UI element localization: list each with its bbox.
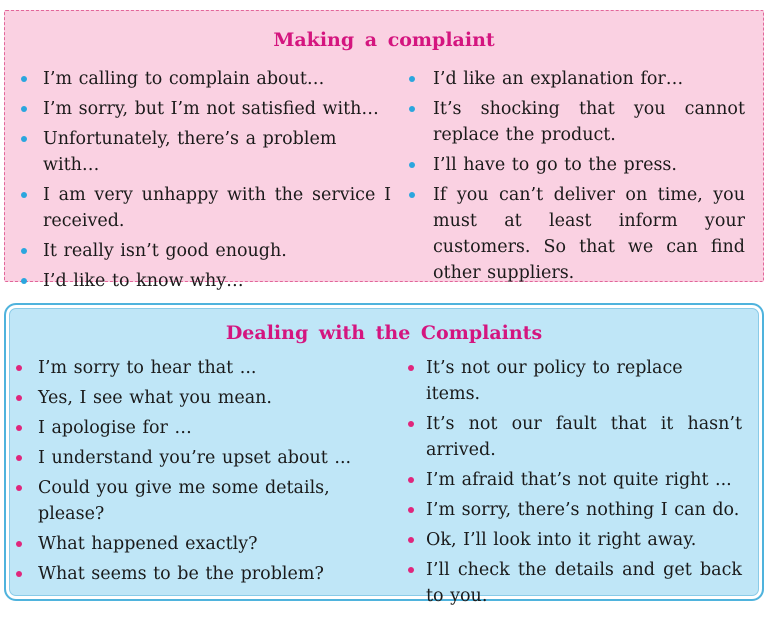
bullet-icon xyxy=(409,76,415,82)
dealing-complaints-title: Dealing with the Complaints xyxy=(225,322,543,344)
bullet-icon xyxy=(16,425,22,431)
list-item: Yes, I see what you mean. xyxy=(16,385,400,411)
list-item: I am very unhappy with the service I received. xyxy=(21,182,391,234)
dealing-complaints-right-list xyxy=(408,355,742,613)
bullet-icon xyxy=(21,248,27,254)
list-item: I understand you’re upset about ... xyxy=(16,445,400,471)
bullet-icon xyxy=(408,537,414,543)
dealing-complaints-panel xyxy=(4,303,764,606)
bullet-icon xyxy=(16,541,22,547)
bullet-icon xyxy=(408,507,414,513)
bullet-icon xyxy=(409,162,415,168)
list-item: I’ll have to go to the press. xyxy=(409,152,745,178)
list-item: I’m sorry, there’s nothing I can do. xyxy=(408,497,742,523)
bullet-icon xyxy=(21,76,27,82)
bullet-icon xyxy=(409,192,415,198)
bullet-icon xyxy=(408,421,414,427)
list-item: What happened exactly? xyxy=(16,531,400,557)
list-item: Could you give me some details, please? xyxy=(16,475,400,527)
list-item: I’m sorry to hear that ... xyxy=(16,355,400,381)
bullet-icon xyxy=(408,477,414,483)
list-item: I’m calling to complain about… xyxy=(21,66,391,92)
list-item: It’s not our fault that it hasn’t arrived. xyxy=(408,411,742,463)
making-complaint-left-list xyxy=(21,66,391,298)
list-item: It’s shocking that you cannot replace the product. xyxy=(409,96,745,148)
bullet-icon xyxy=(409,106,415,112)
list-item: I’ll check the details and get back to you. xyxy=(408,557,742,609)
bullet-icon xyxy=(16,571,22,577)
making-complaint-right-list xyxy=(409,66,745,290)
list-item: I’d like to know why… xyxy=(21,268,391,294)
bullet-icon xyxy=(21,106,27,112)
bullet-icon xyxy=(16,365,22,371)
bullet-icon xyxy=(408,567,414,573)
bullet-icon xyxy=(16,485,22,491)
bullet-icon xyxy=(16,455,22,461)
bullet-icon xyxy=(408,365,414,371)
list-item: I’m sorry, but I’m not satisfied with… xyxy=(21,96,391,122)
list-item: I’d like an explanation for… xyxy=(409,66,745,92)
bullet-icon xyxy=(21,136,27,142)
list-item: Ok, I’ll look into it right away. xyxy=(408,527,742,553)
bullet-icon xyxy=(21,278,27,284)
list-item: It’s not our policy to replace items. xyxy=(408,355,742,407)
list-item: If you can’t deliver on time, you must at least inform your customers. So that we can find other suppliers. xyxy=(409,182,745,286)
list-item: I apologise for … xyxy=(16,415,400,441)
list-item: What seems to be the problem? xyxy=(16,561,400,587)
making-complaint-panel xyxy=(4,10,764,291)
bullet-icon xyxy=(21,192,27,198)
list-item: Unfortunately, there’s a problem with… xyxy=(21,126,391,178)
bullet-icon xyxy=(16,395,22,401)
dealing-complaints-left-list xyxy=(16,355,400,591)
making-complaint-title: Making a complaint xyxy=(273,29,495,51)
list-item: I’m afraid that’s not quite right ... xyxy=(408,467,742,493)
list-item: It really isn’t good enough. xyxy=(21,238,391,264)
